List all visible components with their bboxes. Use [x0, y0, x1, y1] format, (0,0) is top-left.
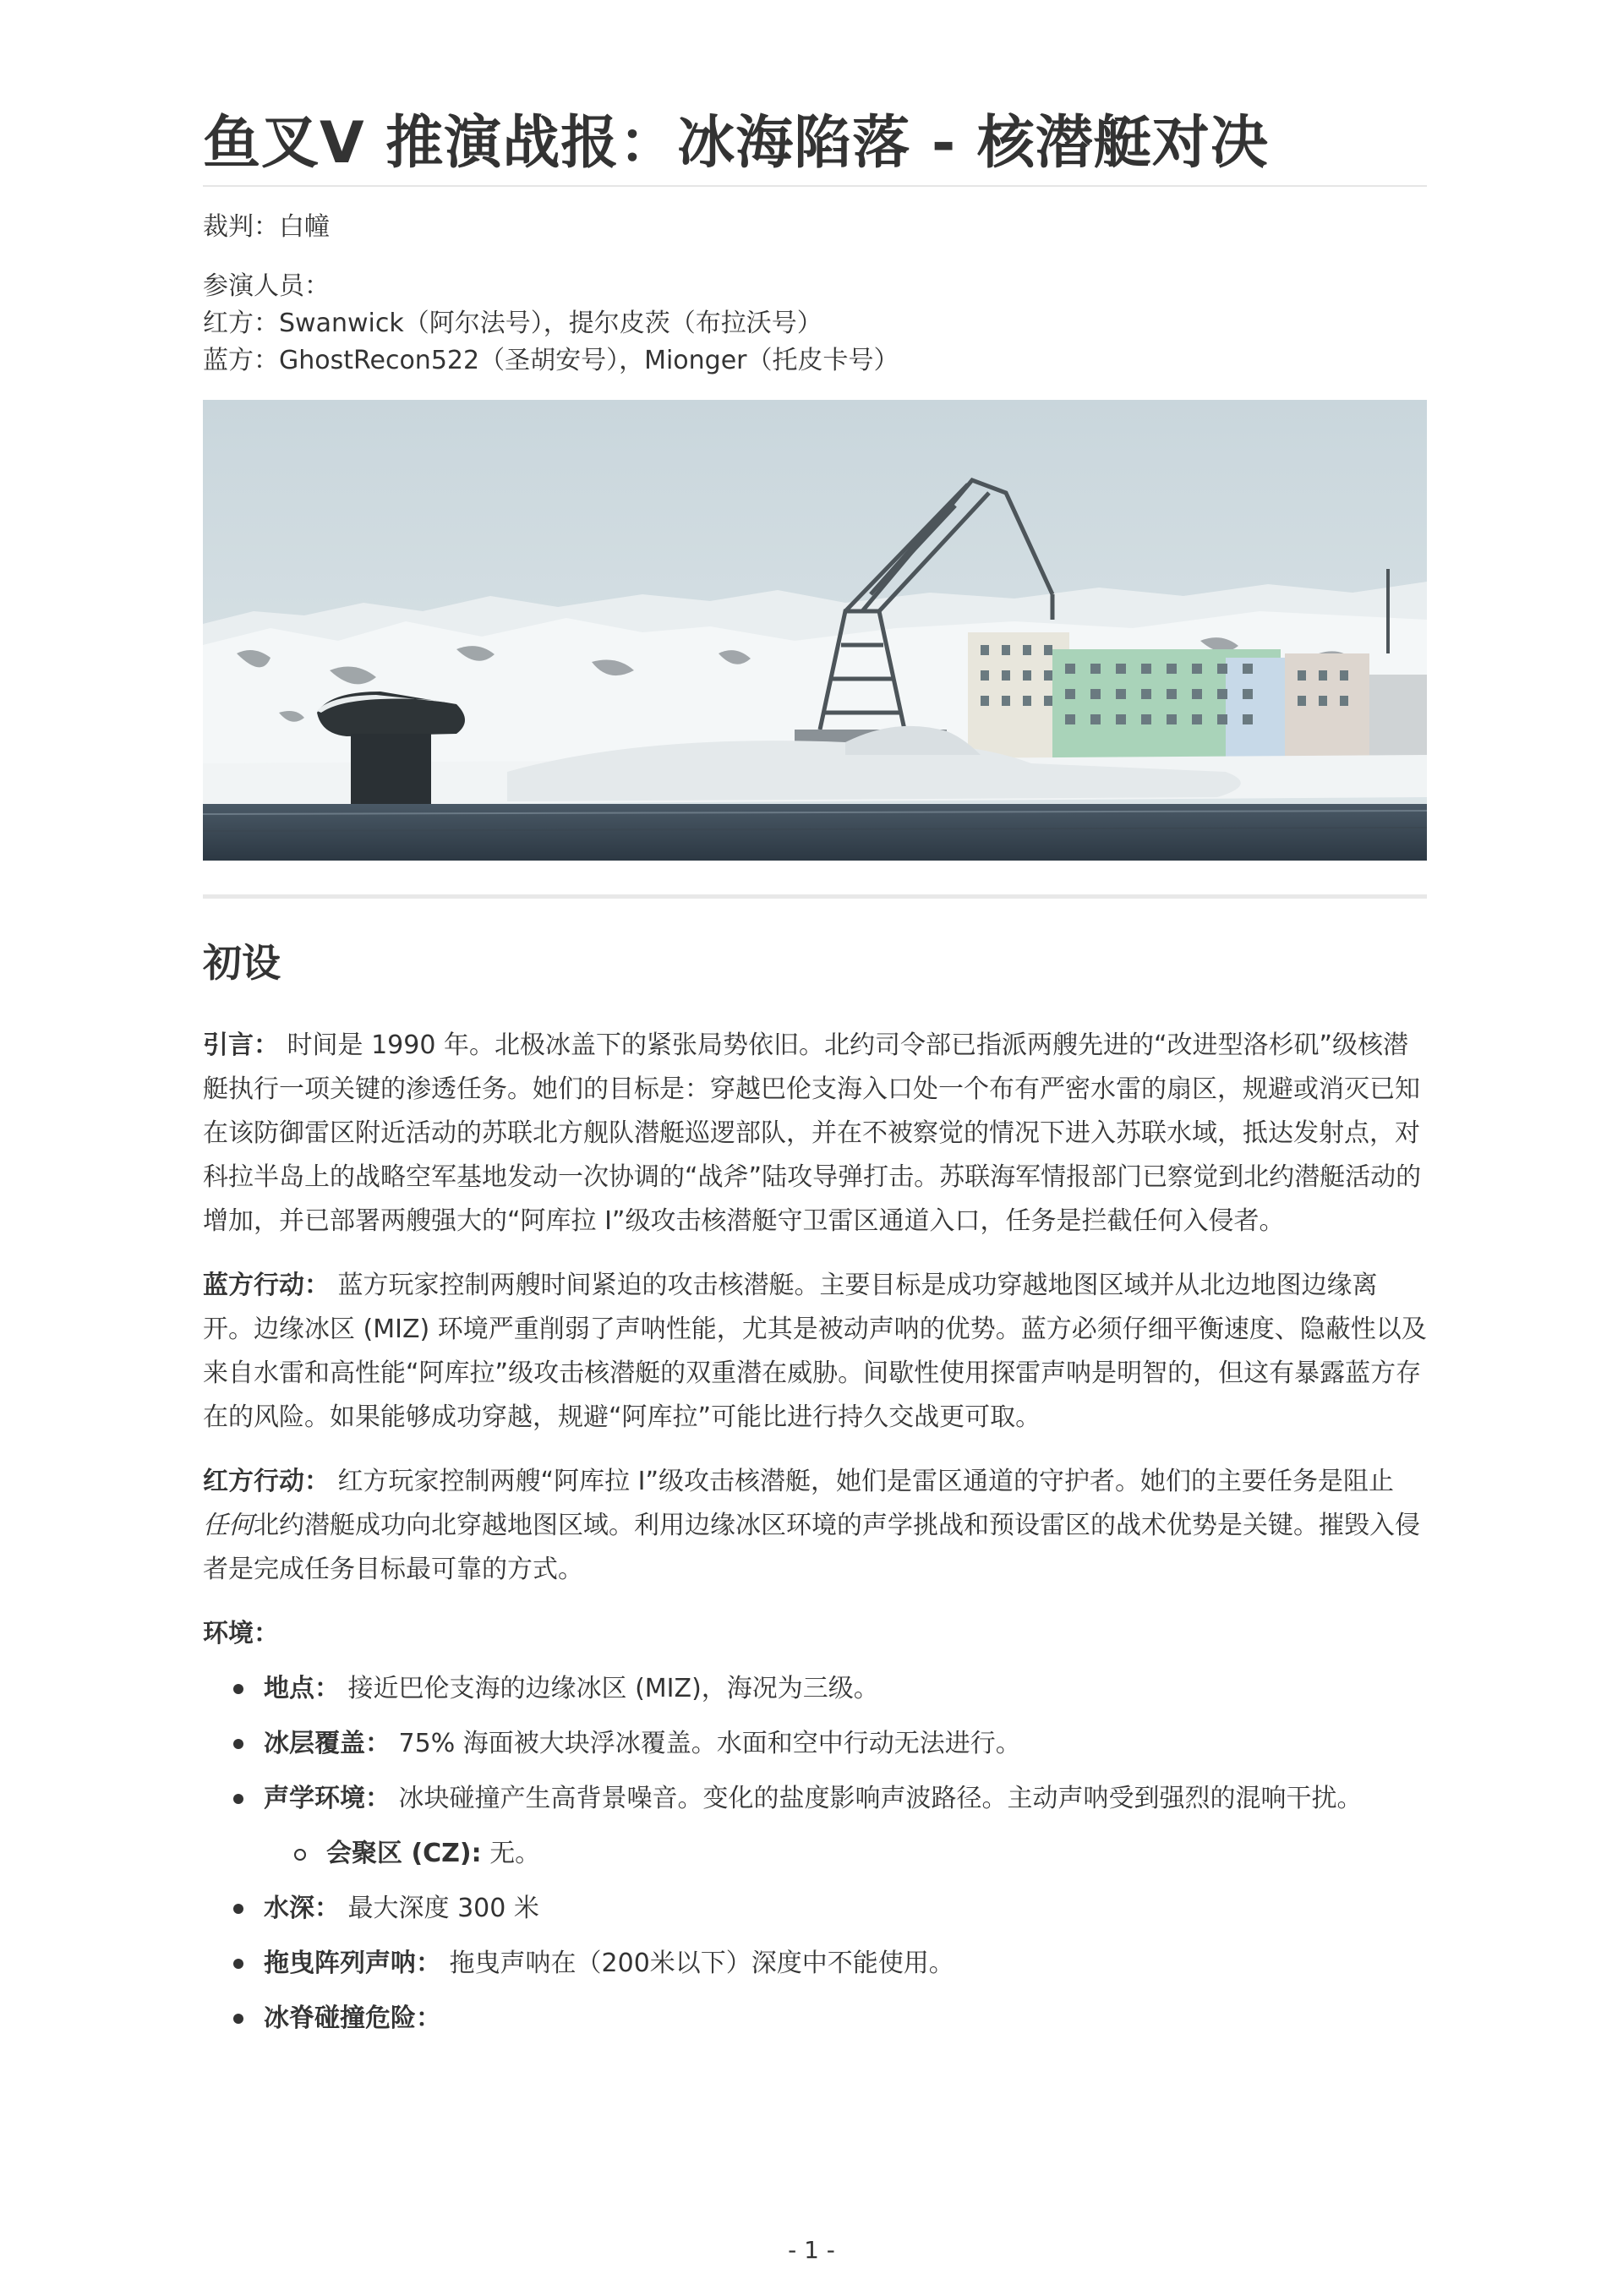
- bullet-icon: [233, 1959, 243, 1969]
- red-action-label: 红方行动：: [203, 1467, 330, 1496]
- document-page: [203, 0, 1427, 2056]
- blue-action-text: 蓝方玩家控制两艘时间紧迫的攻击核潜艇。主要目标是成功穿越地图区域并从北边地图边缘离开。边缘冰区 (MIZ) 环境严重削弱了声呐性能，尤其是被动声呐的优势。蓝方必须仔细平衡速度、隐蔽性以及来自水雷和高性能“阿库拉”级攻击核潜艇的双重潜在威胁。间歇性使用探雷声呐是明智的，但这有暴露蓝方存在的风险。如果能够成功穿越，规避“阿库拉”可能比进行持久交战更可取。: [203, 1271, 1427, 1432]
- env-item-label: 拖曳阵列声呐：: [264, 1949, 441, 1978]
- report-meta: [203, 209, 1427, 380]
- blue-action-paragraph: [203, 1264, 1427, 1440]
- participants-block: [203, 268, 1427, 380]
- title-divider: [203, 185, 1427, 187]
- judge-line: 裁判：白幢: [203, 212, 330, 242]
- env-item-text: 75% 海面被大块浮冰覆盖。水面和空中行动无法进行。: [398, 1729, 1021, 1758]
- env-item-towed-array: [203, 1946, 1427, 1982]
- env-item-text: 接近巴伦支海的边缘冰区 (MIZ)，海况为三级。: [347, 1674, 879, 1703]
- env-item-text: 无。: [489, 1839, 541, 1868]
- env-item-text: 最大深度 300 米: [347, 1894, 539, 1923]
- intro-paragraph: [203, 1024, 1427, 1244]
- bullet-icon: [233, 1684, 243, 1694]
- env-item-location: [203, 1671, 1427, 1707]
- env-item-label: 声学环境：: [264, 1784, 391, 1813]
- bullet-icon: [233, 2014, 243, 2024]
- environment-heading: 环境：: [203, 1619, 279, 1648]
- env-item-text: 拖曳声呐在（200米以下）深度中不能使用。: [449, 1949, 954, 1978]
- env-item-label: 冰脊碰撞危险：: [264, 2004, 441, 2033]
- blue-team-line: 蓝方：GhostRecon522（圣胡安号），Mionger（托皮卡号）: [203, 346, 899, 375]
- hollow-bullet-icon: [294, 1849, 306, 1861]
- env-item-ice-cover: [203, 1726, 1427, 1762]
- env-item-label: 水深：: [264, 1894, 340, 1923]
- environment-list: [203, 1671, 1427, 2036]
- env-item-depth: [203, 1891, 1427, 1927]
- bullet-icon: [233, 1794, 243, 1804]
- red-team-line: 红方：Swanwick（阿尔法号），提尔皮茨（布拉沃号）: [203, 309, 822, 338]
- env-item-text: 冰块碰撞产生高背景噪音。变化的盐度影响声波路径。主动声呐受到强烈的混响干扰。: [398, 1784, 1363, 1813]
- page-number: - 1 -: [788, 2236, 835, 2264]
- bullet-icon: [233, 1904, 243, 1914]
- env-item-label: 地点：: [264, 1674, 340, 1703]
- section-heading: 初设: [203, 940, 281, 986]
- red-action-emphasis: 任何: [203, 1511, 254, 1540]
- section-divider: [203, 894, 1427, 899]
- red-action-text-after: 北约潜艇成功向北穿越地图区域。利用边缘冰区环境的声学挑战和预设雷区的战术优势是关键。摧毁入侵者是完成任务目标最可靠的方式。: [203, 1511, 1420, 1584]
- participants-label: 参演人员：: [203, 271, 330, 301]
- blue-action-label: 蓝方行动：: [203, 1271, 330, 1300]
- red-action-paragraph: [203, 1460, 1427, 1592]
- intro-label: 引言：: [203, 1030, 279, 1060]
- intro-text: 时间是 1990 年。北极冰盖下的紧张局势依旧。北约司令部已指派两艘先进的“改进型洛杉矶”级核潜艇执行一项关键的渗透任务。她们的目标是：穿越巴伦支海入口处一个布有严密水雷的扇区，规避或消灭已知在该防御雷区附近活动的苏联北方舰队潜艇巡逻部队，并在不被察觉的情况下进入苏联水域，抵达发射点，对科拉半岛上的战略空军基地发动一次协调的“战斧”陆攻导弹打击。苏联海军情报部门已察觉到北约潜艇活动的增加，并已部署两艘强大的“阿库拉 I”级攻击核潜艇守卫雷区通道入口，任务是拦截任何入侵者。: [203, 1030, 1422, 1236]
- env-item-acoustics: [203, 1781, 1427, 1817]
- hero-photo: [203, 400, 1427, 861]
- env-item-ice-ridge: [203, 2001, 1427, 2036]
- env-item-label: 会聚区 (CZ):: [326, 1839, 482, 1868]
- red-action-text-before: 红方玩家控制两艘“阿库拉 I”级攻击核潜艇，她们是雷区通道的守护者。她们的主要任务是阻止: [337, 1467, 1395, 1496]
- env-subitem-convergence-zone: [203, 1836, 1427, 1872]
- page-title: 鱼叉V 推演战报：冰海陷落 - 核潜艇对决: [203, 110, 1269, 177]
- env-item-label: 冰层覆盖：: [264, 1729, 391, 1758]
- bullet-icon: [233, 1739, 243, 1749]
